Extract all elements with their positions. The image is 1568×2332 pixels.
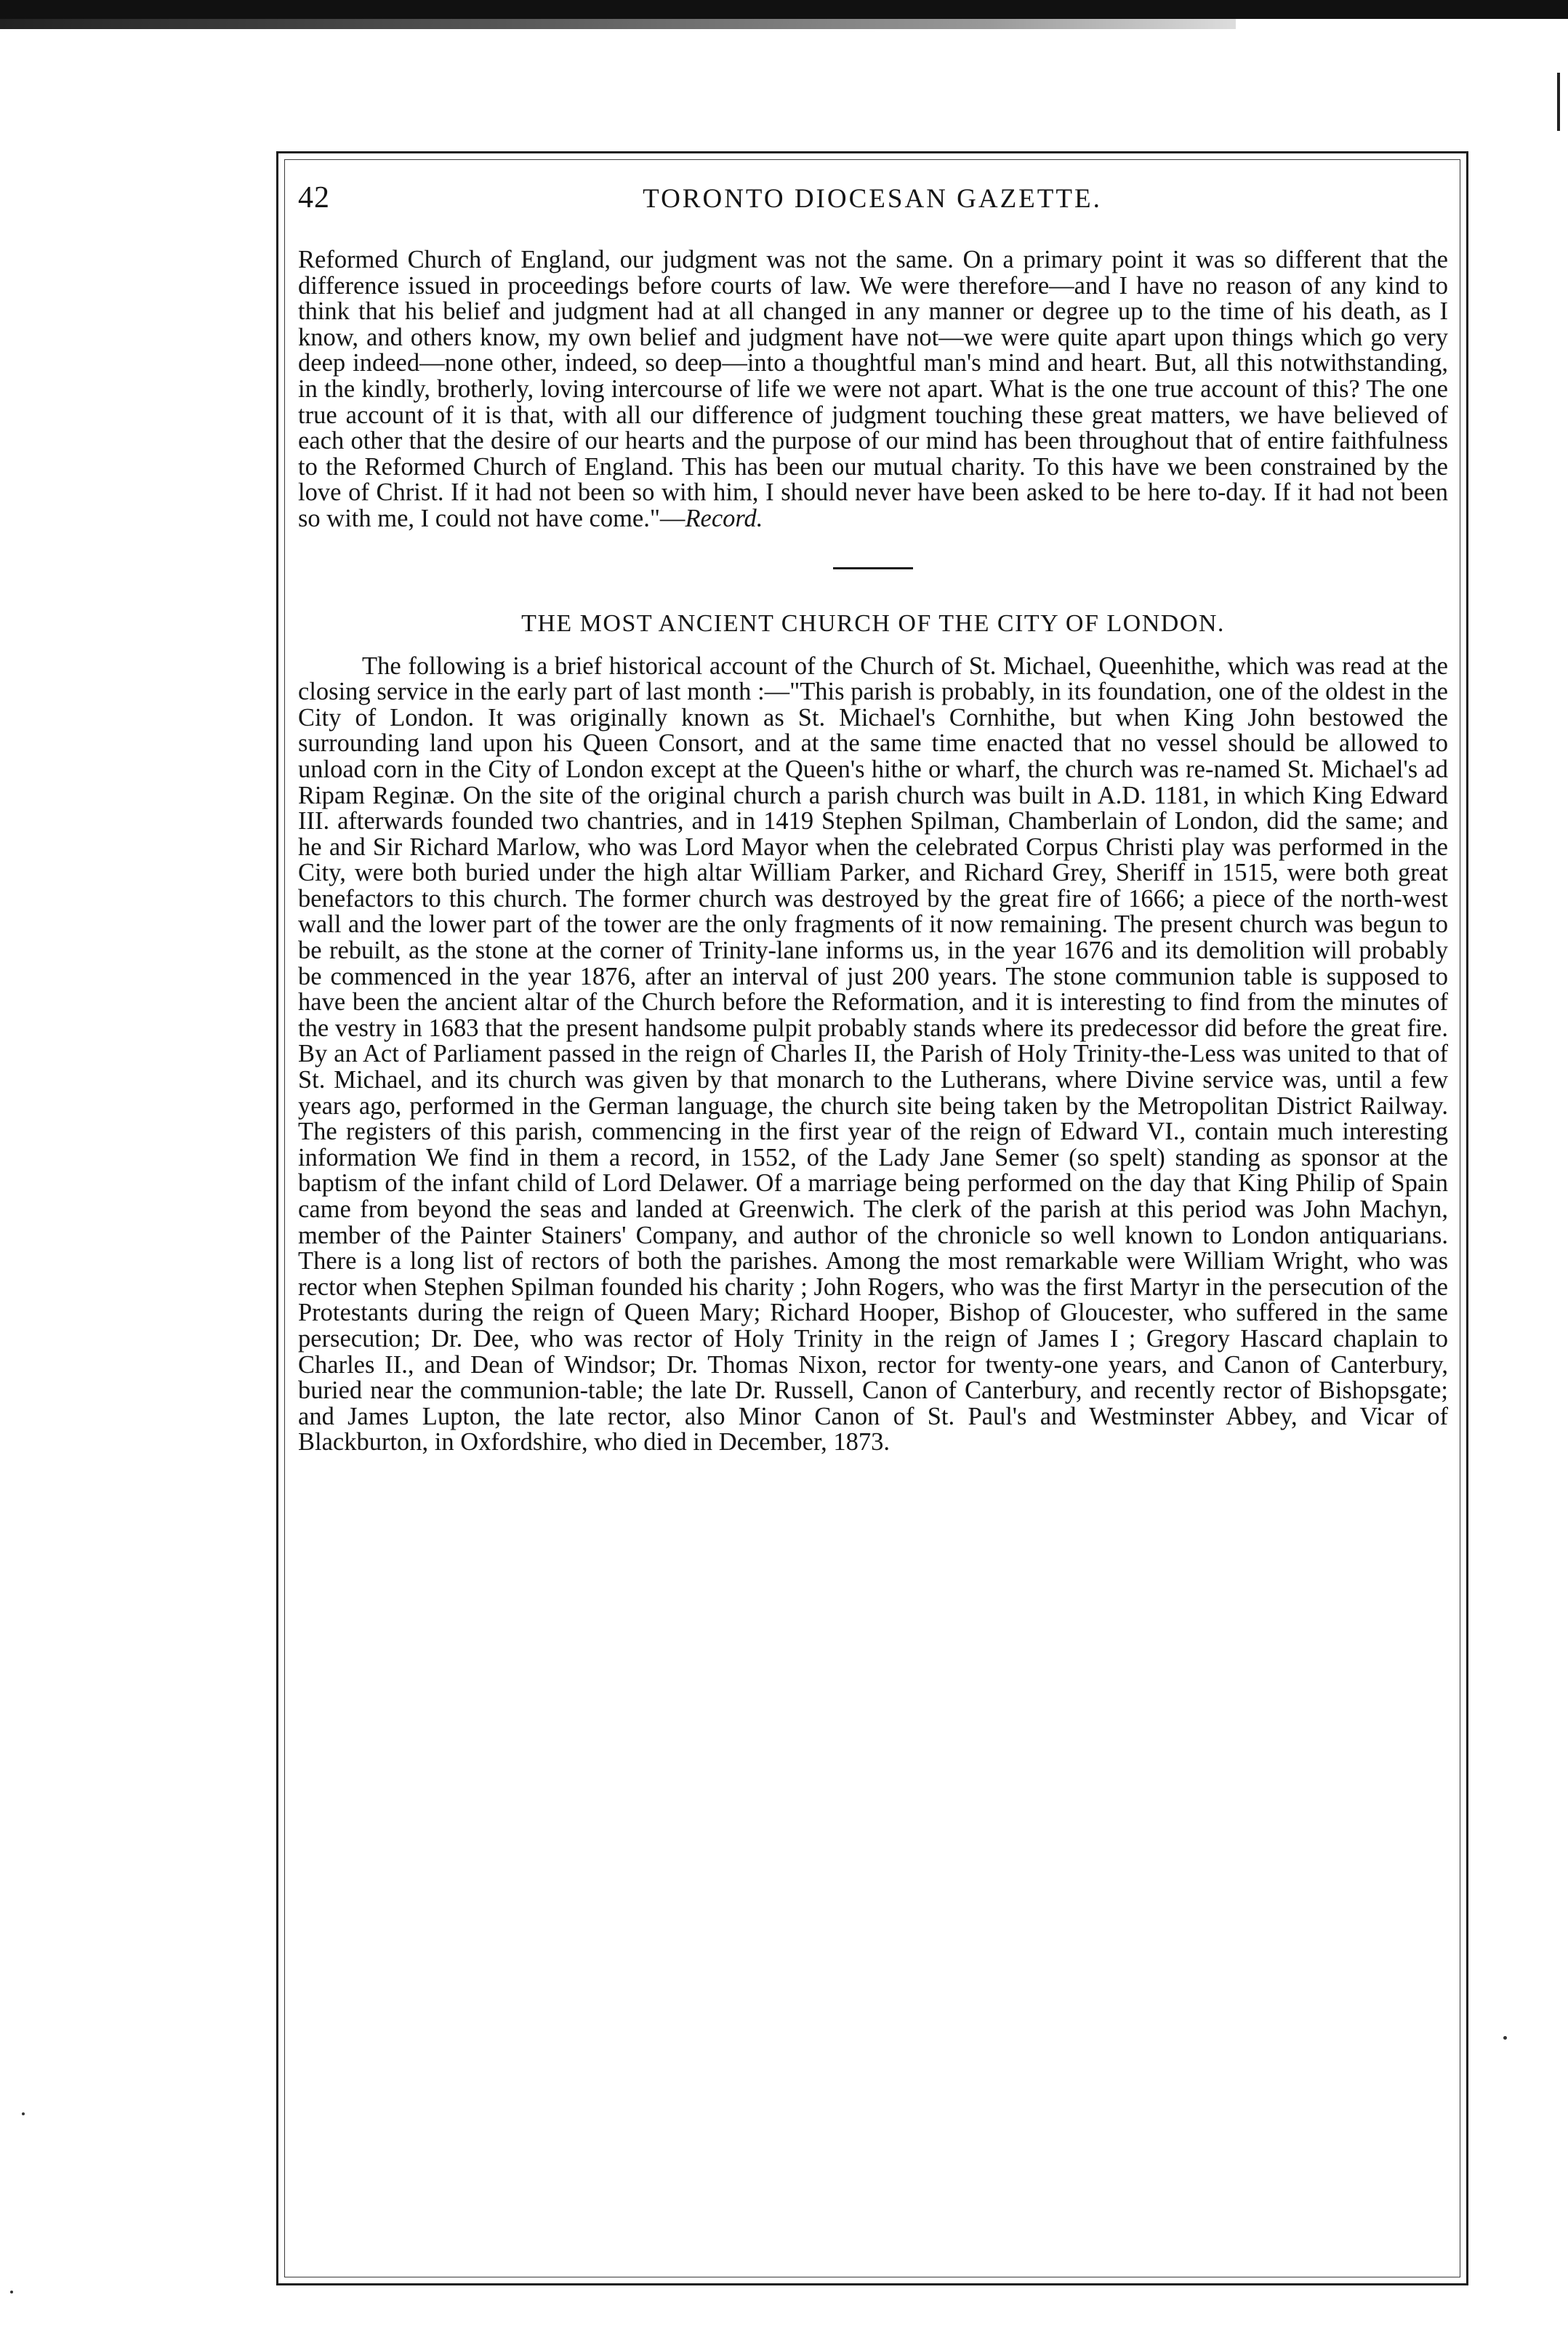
page-number: 42 (298, 181, 330, 215)
source-citation: Record. (685, 504, 763, 532)
running-title: TORONTO DIOCESAN GAZETTE. (643, 184, 1102, 214)
article-body (298, 654, 1448, 1456)
scan-speck (22, 2112, 25, 2115)
continued-paragraph-text: Reformed Church of England, our judgment was not the same. On a primary point it was so different that the difference issued in proceedings before courts of law. We were therefore—and I have no reason of any kind to think that his belief and judgment had at all changed in any manner or degree up to the time of his death, as I know, and others know, my own belief and judgment have not—we were quite apart upon things which go very deep indeed—none other, indeed, so deep—into a thoughtful man's mind and heart. But, all this notwithstanding, in the kindly, brotherly, loving intercourse of life we were not apart. What is the one true account of this? The one true account of it is that, with all our difference of judgment touching these great matters, we have believed of each other that the desire of our hearts and the purpose of our mind has been throughout that of entire faithfulness to the Reformed Church of England. This has been our mutual charity. To this have we been constrained by the love of Christ. If it had not been so with him, I should never have been asked to be here to-day. If it had not been so with me, I could not have come."— (298, 246, 1448, 532)
scan-edge-shadow (0, 19, 1236, 29)
scan-speck (1503, 2036, 1507, 2040)
section-divider (833, 567, 913, 569)
scan-speck (10, 2291, 13, 2293)
page-body (298, 247, 1448, 1456)
scan-edge-top (0, 0, 1568, 19)
article-paragraph: The following is a brief historical account of the Church of St. Michael, Queenhithe, which was read at the closing service in the early part of last month :—"This parish is probably, in its foundation, one of the oldest in the City of London. It was originally known as St. Michael's Cornhithe, but when King John bestowed the surrounding land upon his Queen Consort, and at the same time enacted that no vessel should be allowed to unload corn in the City of London except at the Queen's hithe or wharf, the church was re-named St. Michael's ad Ripam Reginæ. On the site of the original church a parish church was built in A.D. 1181, in which King Edward III. afterwards founded two chantries, and in 1419 Stephen Spilman, Chamberlain of London, did the same; and he and Sir Richard Marlow, who was Lord Mayor when the celebrated Corpus Christi play was performed in the City, were both buried under the high altar William Parker, and Richard Grey, Sheriff in 1515, were both great benefactors to this church. The former church was destroyed by the great fire of 1666; a piece of the north-west wall and the lower part of the tower are the only fragments of it now remaining. The present church was begun to be rebuilt, as the stone at the corner of Trinity-lane informs us, in the year 1676 and its demolition will probably be commenced in the year 1876, after an interval of just 200 years. The stone communion table is supposed to have been the ancient altar of the Church before the Reformation, and it is interesting to find from the minutes of the vestry in 1683 that the present handsome pulpit probably stands where its predecessor did before the great fire. By an Act of Parliament passed in the reign of Charles II, the Parish of Holy Trinity-the-Less was united to that of St. Michael, and its church was given by that monarch to the Lutherans, where Divine service was, until a few years ago, performed in the German language, the church site being taken by the Metropolitan District Railway. The registers of this parish, commencing in the first year of the reign of Edward VI., contain much interesting information We find in them a record, in 1552, of the Lady Jane Semer (so spelt) standing as sponsor at the baptism of the infant child of Lord Delawer. Of a marriage being performed on the day that King Philip of Spain came from beyond the seas and landed at Greenwich. The clerk of the parish at this period was John Machyn, member of the Painter Stainers' Company, and author of the chronicle so well known to London antiquarians. There is a long list of rectors of both the parishes. Among the most remarkable were William Wright, who was rector when Stephen Spilman founded his charity ; John Rogers, who was the first Martyr in the persecution of the Protestants during the reign of Queen Mary; Richard Hooper, Bishop of Gloucester, who suffered in the same persecution; Dr. Dee, who was rector of Holy Trinity in the reign of James I ; Gregory Hascard chaplain to Charles II., and Dean of Windsor; Dr. Thomas Nixon, rector for twenty-one years, and Canon of Canterbury, buried near the communion-table; the late Dr. Russell, Canon of Canterbury, and recently rector of Bishopsgate; and James Lupton, the late rector, also Minor Canon of St. Paul's and Westminster Abbey, and Vicar of Blackburton, in Oxfordshire, who died in December, 1873. (298, 652, 1448, 1457)
page-header (298, 180, 1447, 224)
article-title: THE MOST ANCIENT CHURCH OF THE CITY OF LONDON. (521, 609, 1225, 637)
scan-edge-right (1557, 73, 1560, 131)
continued-article (298, 247, 1448, 532)
continued-paragraph (298, 247, 1448, 532)
